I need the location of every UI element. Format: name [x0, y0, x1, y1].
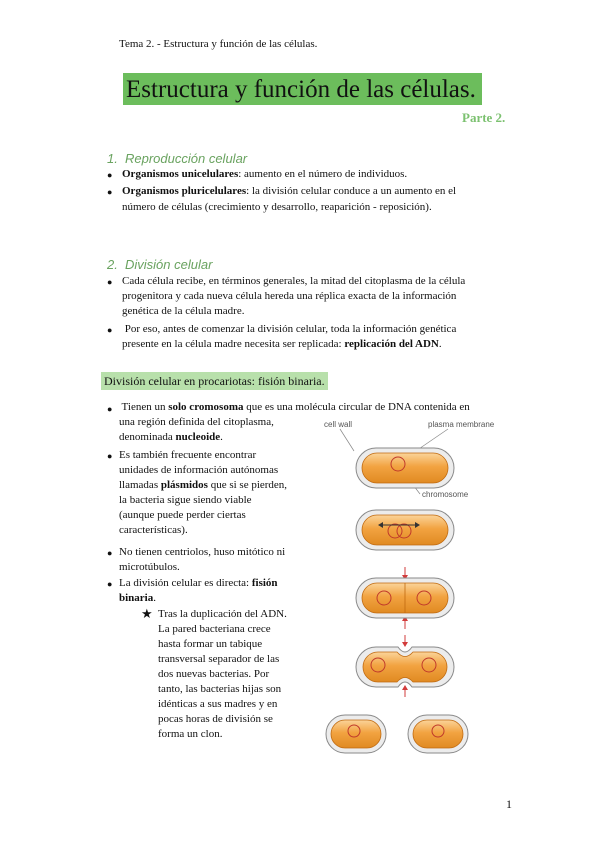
line-text: .: [438, 338, 442, 350]
line: forma un clon.: [158, 728, 223, 740]
cell-stage-4: [356, 635, 454, 697]
item-text: : aumento en el número de individuos.: [238, 168, 408, 180]
section-heading-reproduccion: [107, 151, 247, 166]
line: microtúbulos.: [119, 561, 180, 573]
cell-stage-5-daughter-left: [326, 715, 386, 753]
leader-line: [340, 429, 354, 451]
cell-stage-2: [356, 510, 454, 550]
line: progenitora y cada nueva célula hereda una réplica exacta de la información: [122, 290, 457, 302]
line-text: .: [220, 431, 223, 443]
line: (aunque puede perder ciertas: [119, 509, 246, 521]
list-item: [119, 545, 285, 575]
line: unidades de información autónomas: [119, 464, 279, 476]
page-header: Tema 2. - Estructura y función de las células.: [119, 38, 318, 50]
list-item: [119, 448, 287, 538]
cell-stage-5-daughter-right: [408, 715, 468, 753]
line-text: presente en la célula madre necesita ser replicada:: [122, 338, 345, 350]
bullet-icon: ●: [107, 170, 113, 180]
document-title: Estructura y función de las células.: [123, 73, 482, 105]
bold-term: binaria: [119, 592, 154, 604]
line-text: que si se pierden,: [207, 479, 288, 491]
bold-term: plásmidos: [160, 479, 208, 491]
bullet-icon: ●: [107, 277, 113, 287]
line: Por eso, antes de comenzar la división celular, toda la información genética: [122, 323, 457, 335]
subsection-heading: División celular en procariotas: fisión binaria.: [101, 372, 328, 390]
item-text: : la división celular conduce a un aumento en el: [246, 185, 457, 197]
bullet-icon: ●: [107, 325, 113, 335]
label-chromosome: chromosome: [422, 490, 469, 499]
line-text: denominada: [119, 431, 176, 443]
section-title: Reproducción celular: [125, 151, 248, 166]
line: Es también frecuente encontrar: [119, 449, 257, 461]
line: tanto, las bacterias hijas son: [158, 683, 282, 695]
section-number: 2.: [107, 257, 118, 272]
list-item: [122, 184, 456, 199]
star-paragraph: [158, 607, 287, 742]
item-text-continued: número de células (crecimiento y desarrollo, reaparición - reposición).: [122, 201, 432, 213]
line: transversal separador de las: [158, 653, 280, 665]
bold-term: replicación del ADN: [344, 338, 439, 350]
line-text: llamadas: [119, 479, 161, 491]
bullet-icon: ●: [107, 548, 113, 558]
line: una región definida del citoplasma,: [119, 416, 274, 428]
section-heading-division: [107, 257, 212, 272]
star-icon: ★: [141, 606, 153, 621]
cell-stage-1: [356, 448, 454, 488]
bold-term: fisión: [251, 577, 278, 589]
bullet-icon: ●: [107, 404, 113, 414]
list-item: [119, 576, 278, 606]
line-text: que es una molécula circular de DNA contenida en: [243, 401, 470, 413]
bullet-icon: ●: [107, 187, 113, 197]
page-number: 1: [506, 797, 512, 811]
line: [119, 478, 287, 493]
line-text: La división celular es directa:: [119, 577, 252, 589]
line: Tras la duplicación del ADN.: [158, 608, 287, 620]
line-text: Tienen un: [119, 401, 169, 413]
part-label: Parte 2.: [462, 110, 506, 125]
line: hasta formar un tabique: [158, 638, 263, 650]
bold-term: solo cromosoma: [168, 401, 244, 413]
line: [119, 400, 470, 415]
line: No tienen centriolos, huso mitótico ni: [119, 546, 286, 558]
binary-fission-diagram: [318, 415, 518, 760]
line: la bacteria sigue siendo viable: [119, 494, 252, 506]
cell-stage-3: [356, 567, 454, 629]
line: [119, 576, 278, 591]
line: características).: [119, 524, 188, 536]
bullet-icon: ●: [107, 451, 113, 461]
label-cell-wall: cell wall: [324, 420, 353, 429]
label-plasma-membrane: plasma membrane: [428, 420, 495, 429]
bold-term: Organismos unicelulares: [122, 168, 239, 180]
line: [119, 591, 278, 606]
list-item: [122, 322, 456, 352]
section-title: División celular: [125, 257, 213, 272]
line: idénticas a sus madres y en: [158, 698, 278, 710]
line: La pared bacteriana crece: [158, 623, 271, 635]
bold-term: Organismos pluricelulares: [122, 185, 247, 197]
line: pocas horas de división se: [158, 713, 273, 725]
list-item: [122, 167, 407, 182]
line-text: .: [153, 592, 156, 604]
line: Cada célula recibe, en términos generales, la mitad del citoplasma de la célula: [122, 275, 466, 287]
section-number: 1.: [107, 151, 118, 166]
line: dos nuevas bacterias. Por: [158, 668, 270, 680]
bold-term: nucleoide: [175, 431, 221, 443]
line: genética de la célula madre.: [122, 305, 245, 317]
line: [122, 337, 456, 352]
list-item: [122, 274, 465, 319]
bullet-icon: ●: [107, 579, 113, 589]
